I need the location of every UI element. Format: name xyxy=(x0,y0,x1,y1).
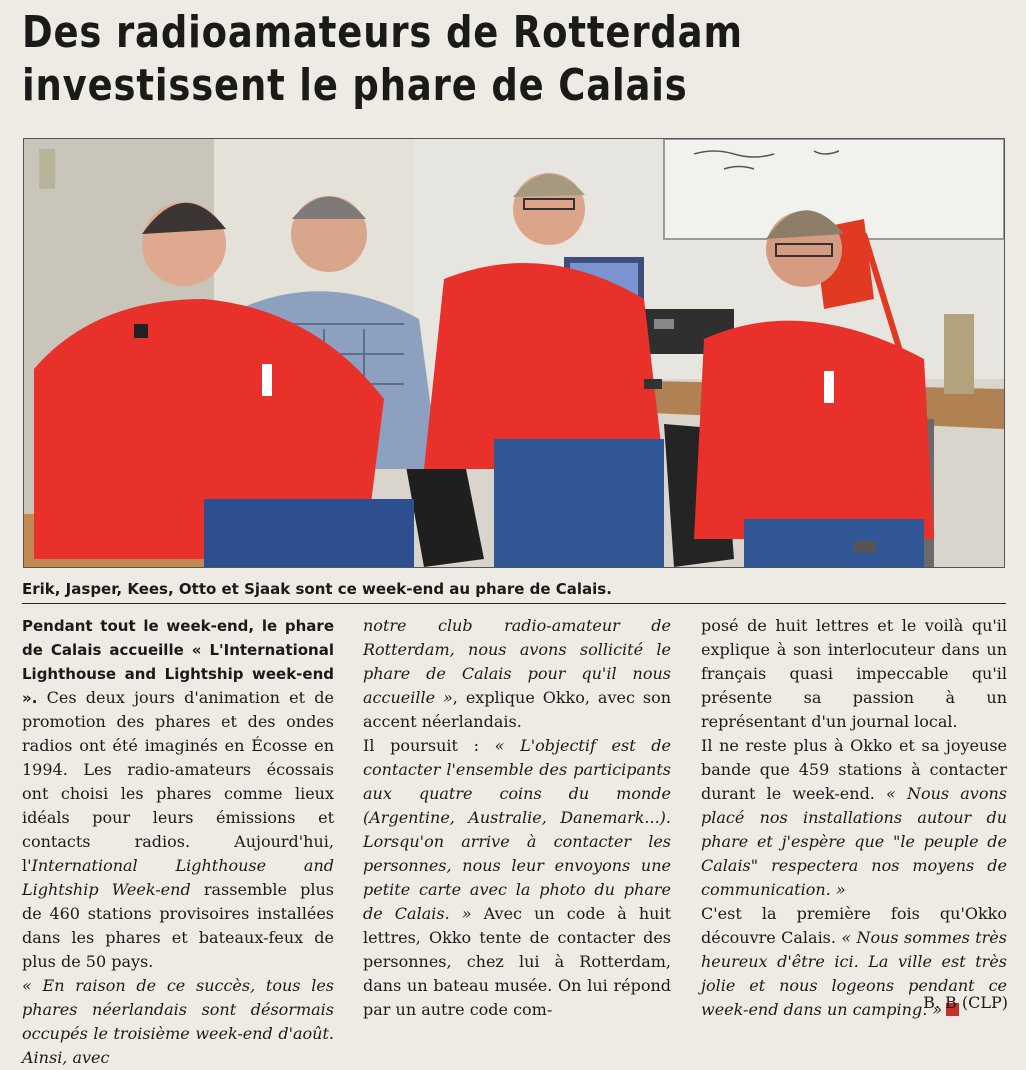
column-1-text-b: rassemble plus de 460 stations provisoires installées dans les phares et bateaux-feux de plus de 50 pays. xyxy=(22,880,334,971)
column-3-paragraph-1: posé de huit lettres et le voilà qu'il explique à son interlocuteur dans un français quasi impeccable qu'il présente sa passion à un représentant d'un journal local. xyxy=(701,616,1007,731)
column-2-paragraph-2 xyxy=(363,734,671,1022)
byline: B. B (CLP) xyxy=(923,993,1008,1012)
column-3-quote-2: « Nous sommes très heureux d'être ici. La ville est très jolie et nous logeons pendant ce week-end dans un camping. » xyxy=(701,928,1007,1019)
column-2-text-1: , explique Okko, avec son accent néerlandais. xyxy=(363,688,672,731)
column-2-paragraph-1 xyxy=(363,614,671,734)
headline xyxy=(22,6,854,112)
column-3-text-1: Il ne reste plus à Okko et sa joyeuse bande que 459 stations à contacter durant le week-end. xyxy=(701,736,1007,803)
column-2-text-2: Il poursuit : xyxy=(363,736,495,755)
column-1-text-a: Ces deux jours d'animation et de promotion des phares et des ondes radios ont été imaginés en Écosse en 1994. Les radio-amateurs écossais ont choisi les phares comme lieux idéals pour leurs émissions et contacts radios. Aujourd'hui, l' xyxy=(22,688,334,875)
column-2-quote-2: « L'objectif est de contacter l'ensemble des participants aux quatre coins du monde (Argentine, Australie, Danemark...). Lorsqu'on arrive à contacter les personnes, nous leur envoyons une petite carte avec la photo du phare de Calais. » xyxy=(363,736,671,923)
article-column-1 xyxy=(22,614,334,1070)
caption-divider xyxy=(22,603,1006,604)
column-3-text-2: C'est la première fois qu'Okko découvre Calais. xyxy=(701,904,1007,947)
photo-illustration xyxy=(24,139,1004,567)
article-column-3 xyxy=(701,614,1007,1022)
column-1-paragraph-2 xyxy=(22,974,334,1070)
column-2-text-3: Avec un code à huit lettres, Okko tente de contacter des personnes, chez lui à Rotterdam, dans un bateau musée. On lui répond par un autre code com- xyxy=(363,904,671,1019)
headline-line-1: Des radioamateurs de Rotterdam xyxy=(22,7,743,58)
column-1-quote: « En raison de ce succès, tous les phares néerlandais sont désormais occupés le troisième week-end d'août. Ainsi, avec xyxy=(22,976,334,1067)
headline-line-2: investissent le phare de Calais xyxy=(22,60,688,111)
column-3-quote-1: « Nous avons placé nos installations autour du phare et j'espère que "le peuple de Calais" respectera nos moyens de communication. » xyxy=(701,784,1007,899)
article-column-2 xyxy=(363,614,671,1022)
column-1-paragraph-1 xyxy=(22,614,334,974)
article-lead: Pendant tout le week-end, le phare de Calais accueille « L'International Lighthouse and Lightship week-end ». xyxy=(22,617,334,707)
photo-caption: Erik, Jasper, Kees, Otto et Sjaak sont ce week-end au phare de Calais. xyxy=(22,580,612,598)
column-3-paragraph-2 xyxy=(701,734,1007,902)
event-name: International Lighthouse and Lightship Week-end xyxy=(22,856,334,899)
column-2-quote-1: notre club radio-amateur de Rotterdam, nous avons sollicité le phare de Calais pour qu'il nous accueille » xyxy=(363,616,671,707)
article-photo xyxy=(23,138,1005,568)
